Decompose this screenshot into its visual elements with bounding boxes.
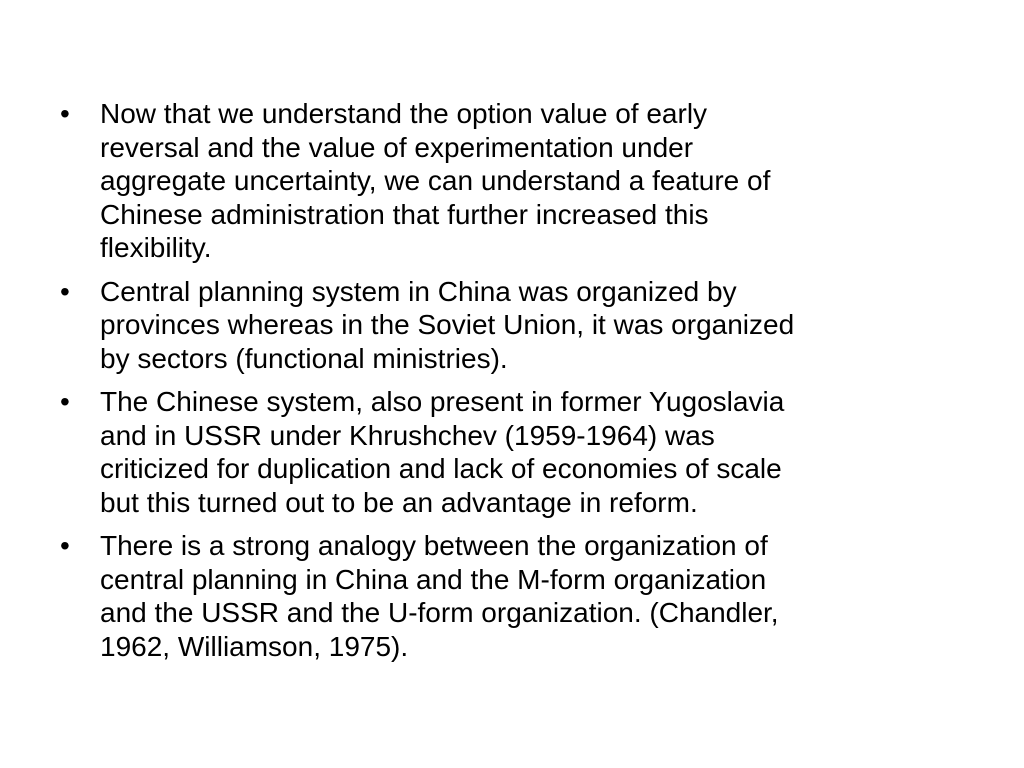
bullet-item-analogy	[58, 529, 958, 663]
bullet-line: Central planning system in China was organized by	[100, 275, 737, 307]
bullet-item-chinese-system	[58, 385, 958, 519]
bullet-line: There is a strong analogy between the organization of	[100, 530, 768, 561]
bullet-dot-icon: •	[60, 275, 70, 307]
bullet-item-option-value	[58, 97, 958, 265]
bullet-text	[100, 529, 956, 663]
bullet-dot-icon: •	[60, 386, 70, 417]
bullet-line: criticized for duplication and lack of economies of scale	[100, 453, 782, 484]
bullet-line: but this turned out to be an advantage in reform.	[100, 486, 698, 518]
bullet-line: 1962, Williamson, 1975).	[100, 630, 409, 662]
bullet-dot-icon: •	[60, 530, 70, 561]
bullet-line: reversal and the value of experimentation under	[100, 131, 694, 163]
bullet-item-central-planning	[58, 275, 958, 376]
bullet-line: provinces whereas in the Soviet Union, it was organized	[100, 309, 795, 340]
bullet-dot-icon: •	[60, 98, 70, 129]
bullet-line: Now that we understand the option value of early	[100, 98, 708, 129]
bullet-line: aggregate uncertainty, we can understand a feature of	[100, 165, 771, 196]
bullet-list	[58, 97, 958, 673]
bullet-line: flexibility.	[100, 232, 212, 263]
bullet-line: Chinese administration that further increased this	[100, 198, 709, 230]
bullet-line: and the USSR and the U-form organization. (Chandler,	[100, 597, 779, 628]
bullet-text	[100, 97, 956, 265]
bullet-line: by sectors (functional ministries).	[100, 342, 508, 374]
bullet-line: and in USSR under Khrushchev (1959-1964) was	[100, 419, 715, 451]
bullet-line: central planning in China and the M-form organization	[100, 563, 767, 595]
bullet-text	[100, 275, 956, 376]
bullet-line: The Chinese system, also present in former Yugoslavia	[100, 386, 785, 417]
bullet-text	[100, 385, 956, 519]
